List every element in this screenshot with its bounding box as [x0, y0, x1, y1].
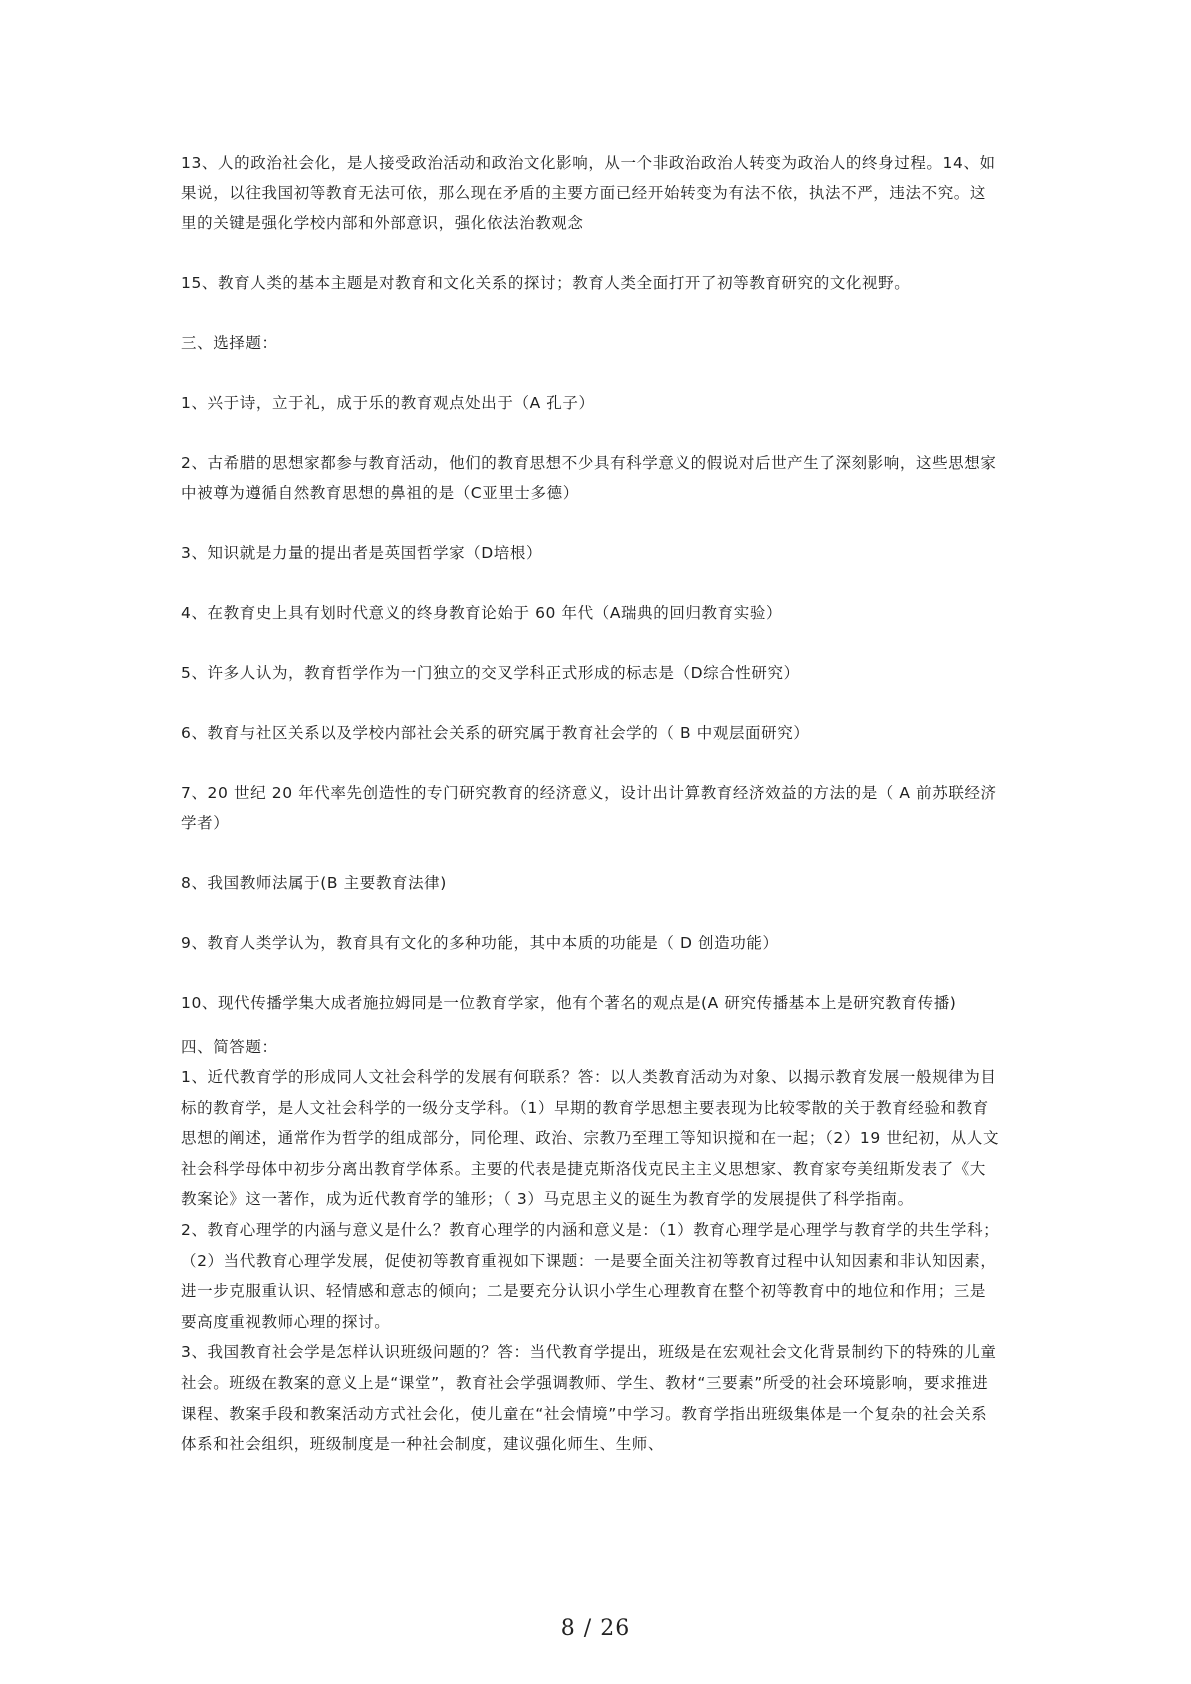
section-heading-short-answer: 四、简答题： — [181, 1038, 278, 1056]
choice-item-9: 9、教育人类学认为，教育具有文化的多种功能，其中本质的功能是（ D 创造功能） — [181, 934, 779, 952]
document-body — [181, 148, 1001, 1460]
choice-item-8: 8、我国教师法属于(B 主要教育法律) — [181, 874, 447, 892]
paragraph-13-14: 13、人的政治社会化，是人接受政治活动和政治文化影响，从一个非政治政治人转变为政治人的终身过程。14、如果说，以往我国初等教育无法可依，那么现在矛盾的主要方面已经开始转变为有法不依，执法不严，违法不究。这里的关键是强化学校内部和外部意识，强化依法治教观念 — [181, 154, 996, 232]
choice-item-1: 1、兴于诗，立于礼，成于乐的教育观点处出于（A 孔子） — [181, 394, 595, 412]
choice-item-3: 3、知识就是力量的提出者是英国哲学家（D培根） — [181, 544, 543, 562]
short-answer-2: 2、教育心理学的内涵与意义是什么？教育心理学的内涵和意义是：（1）教育心理学是心理学与教育学的共生学科；（2）当代教育心理学发展，促使初等教育重视如下课题：一是要全面关注初等教育过程中认知因素和非认知因素，进一步克服重认识、轻情感和意志的倾向；二是要充分认识小学生心理教育在整个初等教育中的地位和作用；三是要高度重视教师心理的探讨。 — [181, 1220, 1000, 1331]
choice-item-5: 5、许多人认为，教育哲学作为一门独立的交叉学科正式形成的标志是（D综合性研究） — [181, 664, 800, 682]
paragraph-15: 15、教育人类的基本主题是对教育和文化关系的探讨；教育人类全面打开了初等教育研究的文化视野。 — [181, 274, 911, 292]
short-answer-3: 3、我国教育社会学是怎样认识班级问题的？答：当代教育学提出，班级是在宏观社会文化背景制约下的特殊的儿童社会。班级在教案的意义上是“课堂”，教育社会学强调教师、学生、教材“三要素”所受的社会环境影响，要求推进课程、教案手段和教案活动方式社会化，使儿童在“社会情境”中学习。教育学指出班级集体是一个复杂的社会关系体系和社会组织，班级制度是一种社会制度，建议强化师生、生师、 — [181, 1343, 997, 1454]
page-number: 8 / 26 — [560, 1616, 631, 1641]
choice-item-2: 2、古希腊的思想家都参与教育活动，他们的教育思想不少具有科学意义的假说对后世产生了深刻影响，这些思想家中被尊为遵循自然教育思想的鼻祖的是（C亚里士多德） — [181, 454, 997, 502]
choice-item-6: 6、教育与社区关系以及学校内部社会关系的研究属于教育社会学的（ B 中观层面研究） — [181, 724, 810, 742]
short-answer-1: 1、近代教育学的形成同人文社会科学的发展有何联系？答：以人类教育活动为对象、以揭示教育发展一般规律为目标的教育学，是人文社会科学的一级分支学科。（1）早期的教育学思想主要表现为比较零散的关于教育经验和教育思想的阐述，通常作为哲学的组成部分，同伦理、政治、宗教乃至理工等知识搅和在一起；（2）19 世纪初，从人文社会科学母体中初步分离出教育学体系。主要的代表是捷克斯洛伐克民主主义思想家、教育家夸美纽斯发表了《大教案论》这一著作，成为近代教育学的雏形；（ 3）马克思主义的诞生为教育学的发展提供了科学指南。 — [181, 1068, 1000, 1209]
choice-item-4: 4、在教育史上具有划时代意义的终身教育论始于 60 年代（A瑞典的回归教育实验） — [181, 604, 783, 622]
choice-item-10: 10、现代传播学集大成者施拉姆同是一位教育学家，他有个著名的观点是(A 研究传播基本上是研究教育传播) — [181, 994, 957, 1012]
choice-item-7: 7、20 世纪 20 年代率先创造性的专门研究教育的经济意义，设计出计算教育经济效益的方法的是（ A 前苏联经济学者） — [181, 784, 997, 832]
section-heading-choice: 三、选择题： — [181, 334, 278, 352]
